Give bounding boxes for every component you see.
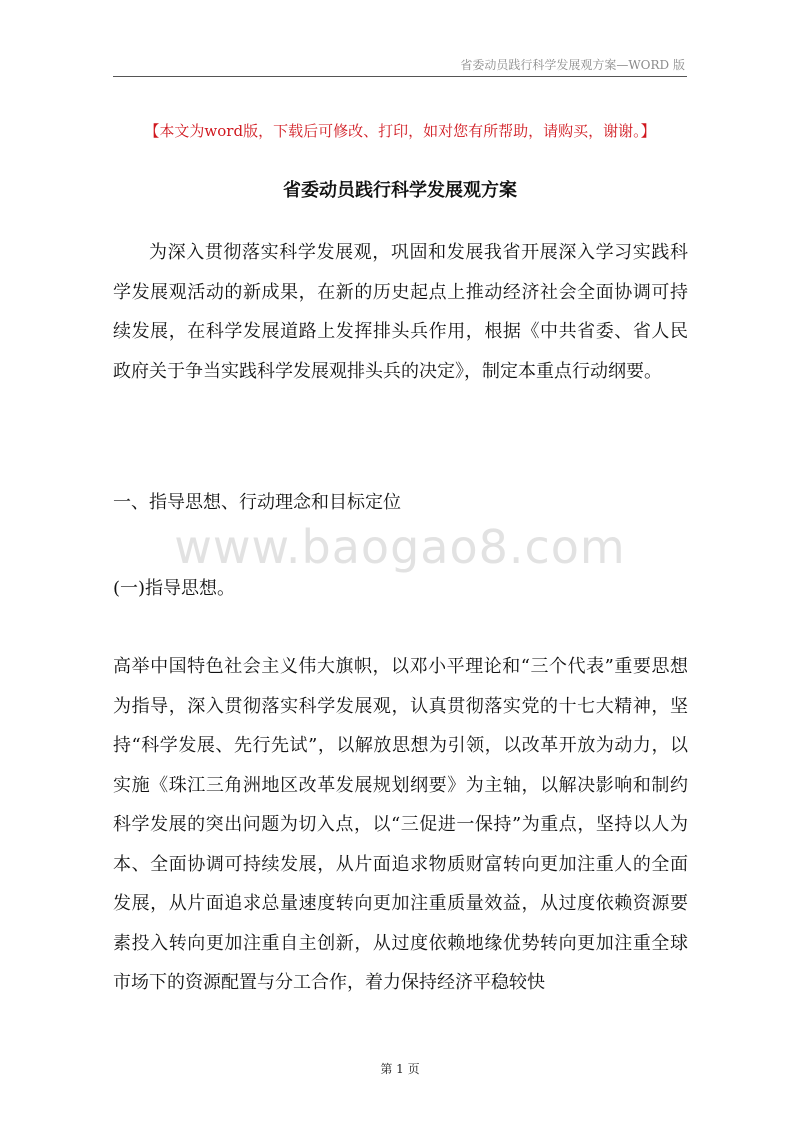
running-header: 省委动员践行科学发展观方案—WORD 版	[460, 58, 685, 72]
section-heading: 一、指导思想、行动理念和目标定位	[113, 492, 401, 513]
header-rule	[113, 76, 687, 77]
watermark: www.baogao8.com	[174, 520, 626, 574]
body-paragraph: 高举中国特色社会主义伟大旗帜，以邓小平理论和“三个代表”重要思想为指导，深入贯彻落实科学发展观，认真贯彻落实党的十七大精神，坚持“科学发展、先行先试”，以解放思想为引领，以改革开放为动力，以实施《珠江三角洲地区改革发展规划纲要》为主轴，以解决影响和制约科学发展的突出问题为切入点，以“三促进一保持”为重点，坚持以人为本、全面协调可持续发展，从片面追求物质财富转向更加注重人的全面发展，从片面追求总量速度转向更加注重质量效益，从过度依赖资源要素投入转向更加注重自主创新，从过度依赖地缘优势转向更加注重全球市场下的资源配置与分工合作，着力保持经济平稳较快	[113, 656, 688, 993]
intro-paragraph: 为深入贯彻落实科学发展观，巩固和发展我省开展深入学习实践科学发展观活动的新成果，在新的历史起点上推动经济社会全面协调可持续发展，在科学发展道路上发挥排头兵作用，根据《中共省委、省人民政府关于争当实践科学发展观排头兵的决定》，制定本重点行动纲要。	[113, 242, 688, 382]
document-title: 省委动员践行科学发展观方案	[283, 180, 517, 201]
subsection-heading: (一)指导思想。	[113, 578, 236, 599]
download-notice: 【本文为word版，下载后可修改、打印，如对您有所帮助，请购买，谢谢。】	[144, 122, 656, 140]
page-number: 第 1 页	[380, 1062, 420, 1076]
